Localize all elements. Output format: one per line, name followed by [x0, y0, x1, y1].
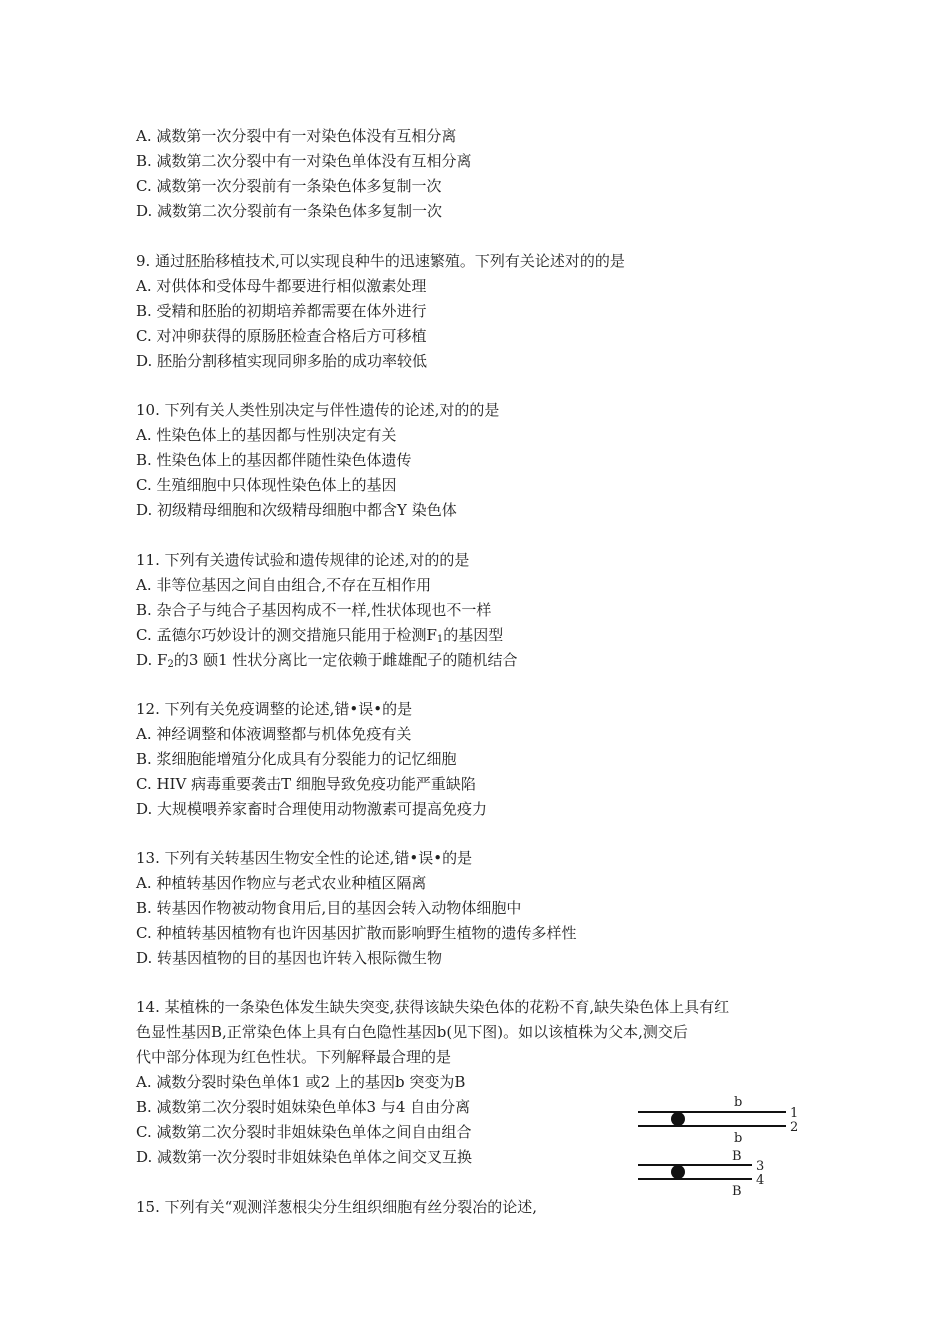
gene-label-b-top: b: [734, 1095, 743, 1110]
chromatid-label-3: 3: [756, 1159, 765, 1174]
chromatid-label-1: 1: [790, 1106, 799, 1121]
q13-option-d: D. 转基因植物的目的基因也许转入根际微生物: [136, 949, 443, 967]
q11-option-d-text: D. F: [136, 651, 168, 669]
q14-stem-line-1: 14. 某植株的一条染色体发生缺失突变,获得该缺失染色体的花粉不育,缺失染色体上具有红: [136, 998, 730, 1016]
q13-option-a: A. 种植转基因作物应与老式农业种植区隔离: [136, 874, 427, 892]
q9-stem: 9. 通过胚胎移植技术,可以实现良种牛的迅速繁殖。下列有关论述对的的是: [136, 252, 625, 270]
chromatid-label-2: 2: [790, 1120, 799, 1135]
q12-option-d: D. 大规模喂养家畜时合理使用动物激素可提高免疫力: [136, 800, 488, 818]
q11-option-c: [136, 625, 503, 645]
q14-stem-line-2: 色显性基因B,正常染色体上具有白色隐性基因b(见下图)。如以该植株为父本,测交后: [136, 1023, 688, 1041]
q11-option-c-tail: 的基因型: [443, 626, 504, 644]
q13-option-b: B. 转基因作物被动物食用后,目的基因会转入动物体细胞中: [136, 899, 522, 917]
q11-option-a: A. 非等位基因之间自由组合,不存在互相作用: [136, 576, 432, 594]
q9-option-d: D. 胚胎分割移植实现同卵多胎的成功率较低: [136, 352, 428, 370]
q15-stem: 15. 下列有关“观测洋葱根尖分生组织细胞有丝分裂冶的论述,: [136, 1198, 538, 1216]
q8-option-d: D. 减数第二次分裂前有一条染色体多复制一次: [136, 202, 443, 220]
q9-option-b: B. 受精和胚胎的初期培养都需要在体外进行: [136, 302, 427, 320]
centromere-lower: [671, 1165, 685, 1179]
chromosome-diagram: [636, 1090, 806, 1200]
q10-stem: 10. 下列有关人类性别决定与伴性遗传的论述,对的的是: [136, 401, 500, 419]
q9-option-c: C. 对冲卵获得的原肠胚检查合格后方可移植: [136, 327, 427, 345]
q10-option-b: B. 性染色体上的基因都伴随性染色体遗传: [136, 451, 412, 469]
q13-option-c: C. 种植转基因植物有也许因基因扩散而影响野生植物的遗传多样性: [136, 924, 577, 942]
q14-option-a: A. 减数分裂时染色单体1 或2 上的基因b 突变为B: [136, 1073, 466, 1091]
q12-stem: 12. 下列有关免疫调整的论述,错•误•的是: [136, 700, 413, 718]
q11-option-d: [136, 650, 517, 670]
chromosome-diagram-svg: [636, 1090, 806, 1200]
q14-option-d: D. 减数第一次分裂时非姐妹染色单体之间交叉互换: [136, 1148, 473, 1166]
q12-option-c: C. HIV 病毒重要袭击T 细胞导致免疫功能严重缺陷: [136, 775, 476, 793]
q10-option-d: D. 初级精母细胞和次级精母细胞中都含Y 染色体: [136, 501, 457, 519]
q11-option-d-tail: 的3 颐1 性状分离比一定依赖于雌雄配子的随机结合: [173, 651, 518, 669]
q11-option-b: B. 杂合子与纯合子基因构成不一样,性状体现也不一样: [136, 601, 492, 619]
q8-option-a: A. 减数第一次分裂中有一对染色体没有互相分离: [136, 127, 457, 145]
gene-label-b-bottom: b: [734, 1131, 743, 1146]
q11-stem: 11. 下列有关遗传试验和遗传规律的论述,对的的是: [136, 551, 470, 569]
q11-option-c-subscript: 1: [436, 634, 444, 645]
q10-option-a: A. 性染色体上的基因都与性别决定有关: [136, 426, 397, 444]
q11-option-c-text: C. 孟德尔巧妙设计的测交措施只能用于检测F: [136, 626, 437, 644]
q12-option-a: A. 神经调整和体液调整都与机体免疫有关: [136, 725, 412, 743]
centromere-upper: [671, 1112, 685, 1126]
q9-option-a: A. 对供体和受体母牛都要进行相似激素处理: [136, 277, 427, 295]
q8-option-b: B. 减数第二次分裂中有一对染色单体没有互相分离: [136, 152, 472, 170]
q10-option-c: C. 生殖细胞中只体现性染色体上的基因: [136, 476, 397, 494]
q14-option-c: C. 减数第二次分裂时非姐妹染色单体之间自由组合: [136, 1123, 472, 1141]
chromatid-label-4: 4: [756, 1173, 765, 1188]
gene-label-B-top: B: [732, 1149, 742, 1164]
q8-option-c: C. 减数第一次分裂前有一条染色体多复制一次: [136, 177, 442, 195]
q14-option-b: B. 减数第二次分裂时姐妹染色单体3 与4 自由分离: [136, 1098, 471, 1116]
q11-option-d-subscript: 2: [167, 659, 174, 670]
q12-option-b: B. 浆细胞能增殖分化成具有分裂能力的记忆细胞: [136, 750, 457, 768]
q14-stem-line-3: 代中部分体现为红色性状。下列解释最合理的是: [136, 1048, 452, 1066]
q13-stem: 13. 下列有关转基因生物安全性的论述,错•误•的是: [136, 849, 473, 867]
gene-label-B-bottom: B: [732, 1184, 742, 1199]
